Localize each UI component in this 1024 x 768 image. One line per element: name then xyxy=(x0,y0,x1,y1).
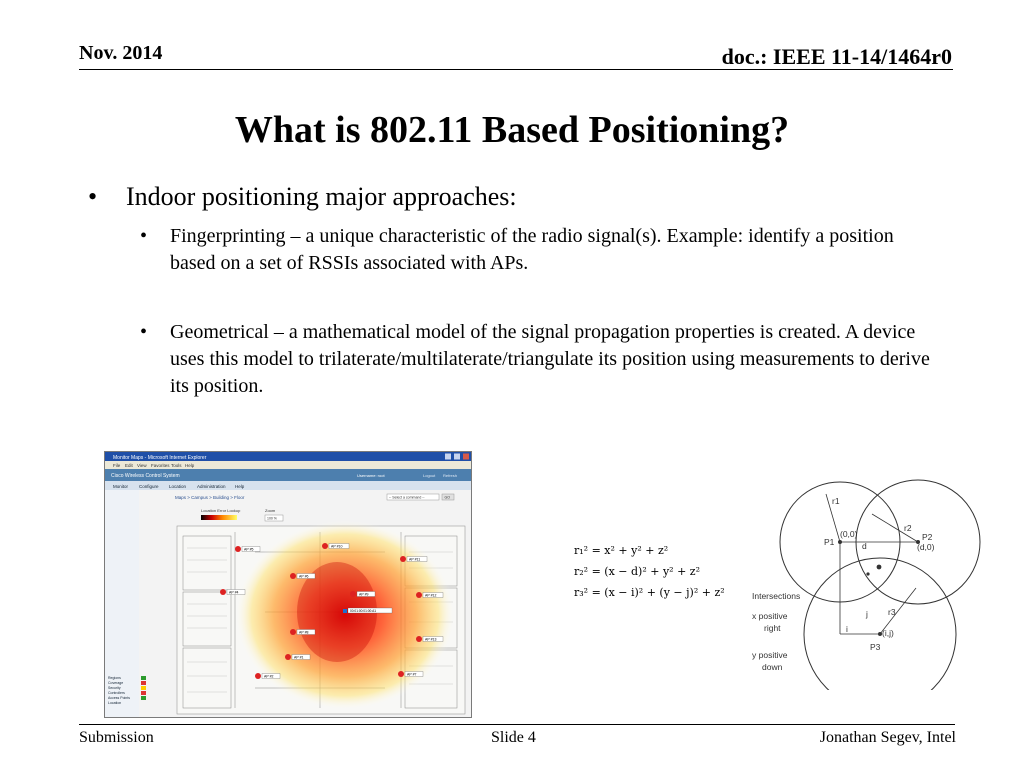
ap-marker[interactable] xyxy=(416,592,443,598)
menu-view[interactable]: View xyxy=(137,463,147,468)
header-rule xyxy=(79,69,953,70)
bullet-sub-text: Fingerprinting – a unique characteristic of the radio signal(s). Example: identify a position based on a set of RSSIs associated with APs. xyxy=(170,225,894,274)
ap-marker[interactable] xyxy=(350,591,375,597)
equation-r1: r₁² = x² + y² + z² xyxy=(574,544,669,557)
side-row-access-points[interactable]: Access Points xyxy=(108,696,130,700)
header-doc-id: doc.: IEEE 11-14/1464r0 xyxy=(721,44,952,69)
label-p3: P3 xyxy=(870,642,881,652)
legend-label: Location Error Lookup xyxy=(201,508,241,513)
svg-text:AP #6: AP #6 xyxy=(299,574,309,579)
menu-tools[interactable]: Tools xyxy=(171,463,182,468)
bullet-main-text: Indoor positioning major approaches: xyxy=(126,182,517,211)
zoom-value: 100 % xyxy=(267,516,277,521)
svg-text:AP #8: AP #8 xyxy=(299,630,309,635)
ap-marker[interactable] xyxy=(285,654,310,660)
footer-rule xyxy=(79,724,955,725)
label-r3: r3 xyxy=(888,607,896,617)
slide-title: What is 802.11 Based Positioning? xyxy=(234,109,790,151)
ap-marker[interactable] xyxy=(398,671,423,677)
nav-location[interactable]: Location xyxy=(169,484,187,489)
client-marker[interactable] xyxy=(343,608,392,613)
label-r1: r1 xyxy=(832,496,840,506)
go-button-label: GO xyxy=(444,495,450,500)
label-p1: P1 xyxy=(824,537,835,547)
ap-marker[interactable] xyxy=(416,636,443,642)
ap-marker[interactable] xyxy=(255,673,280,679)
label-origin: (0,0) xyxy=(840,529,858,539)
svg-text:AP #2: AP #2 xyxy=(264,674,274,679)
command-select-text: -- Select a command -- xyxy=(389,495,425,500)
bullet-marker: • xyxy=(140,225,148,247)
svg-text:AP #4: AP #4 xyxy=(229,590,239,595)
bullet-marker: • xyxy=(88,182,98,211)
ap-marker[interactable] xyxy=(220,589,245,595)
label-y-positive: y positive xyxy=(752,650,788,660)
minimize-icon[interactable] xyxy=(445,454,451,460)
side-row-controllers[interactable]: Controllers xyxy=(108,691,125,695)
svg-text:AP #1: AP #1 xyxy=(294,655,304,660)
refresh-link[interactable]: Refresh xyxy=(443,473,458,478)
bullet-sub-text: Geometrical – a mathematical model of the signal propagation properties is created. A device uses this model to trilaterate/multilaterate/triangulate its position using measurements to derive its position. xyxy=(170,321,930,397)
svg-text:AP #13: AP #13 xyxy=(425,637,437,642)
side-row-regions[interactable]: Regions xyxy=(108,676,121,680)
footer-slide-number: Slide 4 xyxy=(491,729,536,746)
breadcrumb[interactable]: Maps > Campus > Building > Floor xyxy=(175,495,245,500)
label-d: d xyxy=(862,541,867,551)
ap-marker[interactable] xyxy=(400,556,427,562)
menu-file[interactable]: File xyxy=(113,463,121,468)
app-title: Cisco Wireless Control System xyxy=(111,473,180,479)
error-legend xyxy=(201,515,237,520)
maximize-icon[interactable] xyxy=(454,454,460,460)
point-p1 xyxy=(838,540,842,544)
nav-configure[interactable]: Configure xyxy=(139,484,159,489)
app-user: Username: root xyxy=(357,473,385,478)
side-row-security[interactable]: Security xyxy=(108,686,121,690)
nav-administration[interactable]: Administration xyxy=(197,484,226,489)
side-row-coverage[interactable]: Coverage xyxy=(108,681,124,685)
zoom-label: Zoom xyxy=(265,508,276,513)
svg-text:AP #12: AP #12 xyxy=(425,593,437,598)
svg-text:00:01:00:01:00:A1: 00:01:00:01:00:A1 xyxy=(350,608,377,613)
ap-marker[interactable] xyxy=(290,573,315,579)
label-j: j xyxy=(866,609,868,619)
footer-submission: Submission xyxy=(79,729,154,746)
side-row-location[interactable]: Location xyxy=(108,701,122,705)
circle-r3 xyxy=(804,558,956,690)
menu-favorites[interactable]: Favorites xyxy=(151,463,170,468)
menu-help[interactable]: Help xyxy=(185,463,195,468)
app-nav xyxy=(105,481,471,490)
svg-text:AP #10: AP #10 xyxy=(331,544,343,549)
svg-text:AP #11: AP #11 xyxy=(409,557,421,562)
label-x-right: right xyxy=(764,623,781,633)
label-intersections: Intersections xyxy=(752,591,801,601)
close-icon[interactable] xyxy=(463,454,469,460)
label-p2: P2 xyxy=(922,532,933,542)
svg-text:AP #9: AP #9 xyxy=(359,592,369,597)
ap-marker[interactable] xyxy=(290,629,315,635)
nav-monitor[interactable]: Monitor xyxy=(113,484,129,489)
ap-marker[interactable] xyxy=(235,546,260,552)
label-ij-point: (i,j) xyxy=(882,628,894,638)
label-r2: r2 xyxy=(904,523,912,533)
ap-marker[interactable] xyxy=(322,543,349,549)
menu-edit[interactable]: Edit xyxy=(125,463,133,468)
equation-r2: r₂² = (x − d)² + y² + z² xyxy=(574,565,700,578)
trilateration-diagram xyxy=(748,478,988,695)
heatmap-screenshot xyxy=(104,451,472,718)
header-date: Nov. 2014 xyxy=(79,42,163,64)
intersection-point xyxy=(877,565,882,570)
label-i: i xyxy=(846,624,848,634)
label-x-positive: x positive xyxy=(752,611,788,621)
intersection-point xyxy=(866,572,869,575)
svg-text:AP #7: AP #7 xyxy=(407,672,417,677)
bullet-marker: • xyxy=(140,321,148,343)
svg-text:AP #5: AP #5 xyxy=(244,547,254,552)
window-title: Monitor Maps - Microsoft Internet Explorer xyxy=(113,455,207,461)
trilateration-equations xyxy=(574,540,725,603)
logout-link[interactable]: Logout xyxy=(423,473,436,478)
label-y-down: down xyxy=(762,662,783,672)
label-d-point: (d,0) xyxy=(917,542,935,552)
nav-help[interactable]: Help xyxy=(235,484,245,489)
footer-author: Jonathan Segev, Intel xyxy=(819,729,956,746)
equation-r3: r₃² = (x − i)² + (y − j)² + z² xyxy=(574,586,725,599)
